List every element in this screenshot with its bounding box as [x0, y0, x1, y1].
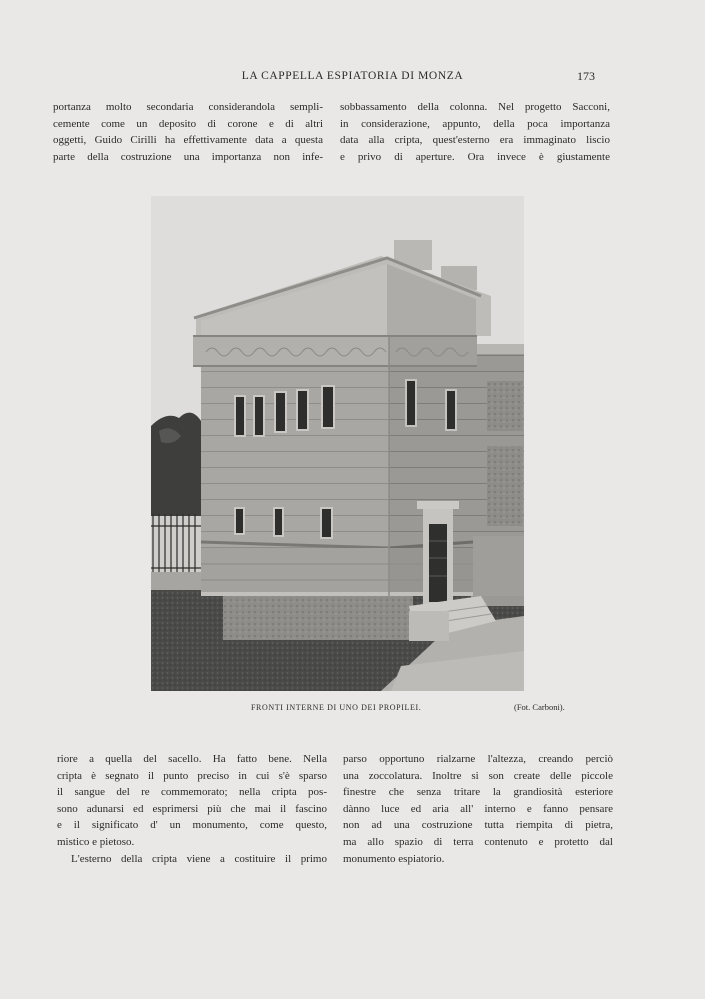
text-line: non ad una costruzione tutta riempita di pietra, — [343, 819, 613, 832]
text-line: in considerazione, appunto, della poca importanza — [340, 117, 610, 130]
text-line: e il significato d' un monumento, come questo, — [57, 819, 327, 832]
text-line: cripta è segnato il punto preciso in cui s'è sparso — [57, 769, 327, 782]
text-line: ma allo spazio di terra contenuto e protetto dal — [343, 835, 613, 848]
text-line: riore a quella del sacello. Ha fatto bene. Nella — [57, 753, 327, 765]
building-photograph — [151, 196, 524, 691]
text-line: una zoccolatura. Inoltre si son create delle piccole — [343, 769, 613, 782]
photo-credit: (Fot. Carboni). — [514, 702, 565, 712]
text-line: portanza molto secondaria considerandola sempli- — [53, 101, 323, 113]
text-line: finestre che senza tritare la grandiosità esteriore — [343, 786, 613, 799]
text-line: e privo di aperture. Ora invece è giustamente — [340, 150, 610, 163]
text-line: L'esterno della cripta viene a costituire il primo — [71, 852, 327, 865]
text-line: sobbassamento della colonna. Nel progetto Sacconi, — [340, 101, 610, 113]
text-line: dànno luce ed aria all' interno e fanno pensare — [343, 802, 613, 815]
text-line: monumento espiatorio. — [343, 852, 445, 865]
text-line: oggetti, Guido Cirilli ha effettivamente data a questa — [53, 134, 323, 147]
text-line: parso opportuno rialzarne l'altezza, creando perciò — [343, 753, 613, 765]
text-column-top-right — [340, 99, 610, 165]
figure-caption: FRONTI INTERNE DI UNO DEI PROPILEI. — [251, 703, 422, 712]
text-column-bottom-left — [57, 751, 327, 867]
text-line: cemente come un deposito di corone e di altri — [53, 117, 323, 130]
text-column-top-left — [53, 99, 323, 165]
text-line: mistico e pietoso. — [57, 835, 135, 848]
text-line: il sangue del re commemorato; nella cripta pos- — [57, 786, 327, 799]
text-line: data alla cripta, quest'esterno era immaginato liscio — [340, 134, 610, 147]
page-number: 173 — [577, 69, 595, 83]
text-line: sono adunarsi ed esprimersi più che mai il fascino — [57, 802, 327, 815]
running-title: LA CAPPELLA ESPIATORIA DI MONZA — [241, 70, 464, 82]
text-column-bottom-right — [343, 751, 613, 867]
text-line: parte della costruzione una importanza non infe- — [53, 150, 323, 163]
